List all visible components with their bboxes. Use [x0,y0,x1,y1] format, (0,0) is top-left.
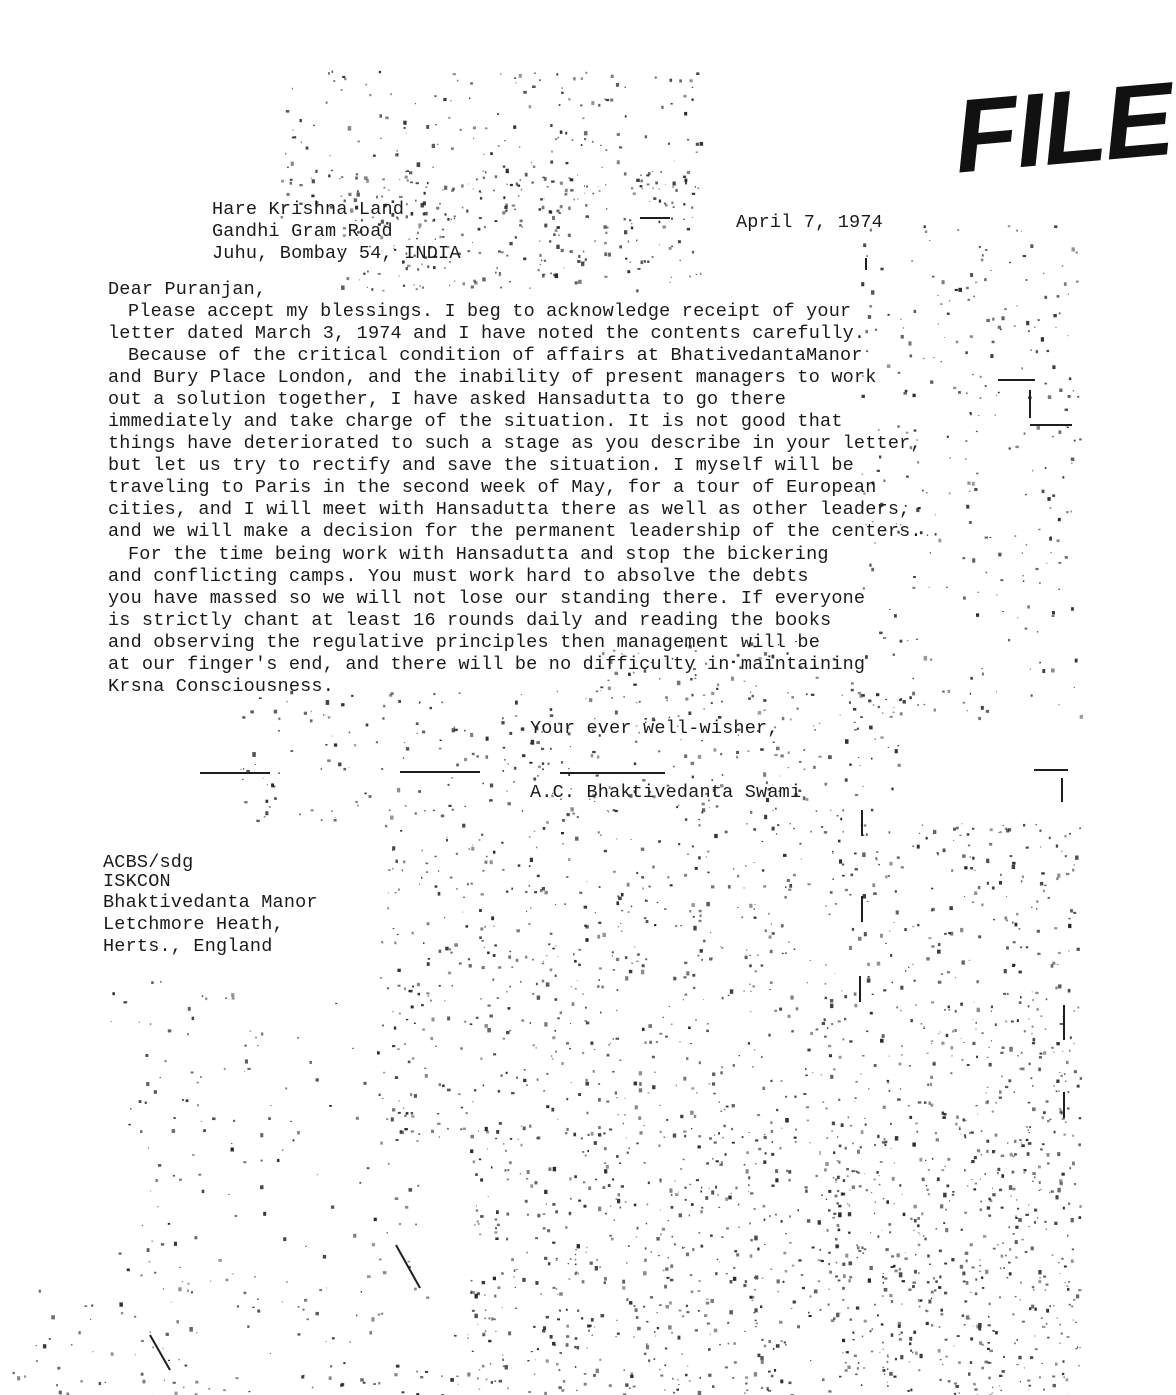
body-line: Please accept my blessings. I beg to acknowledge receipt of your [128,301,852,322]
sender-address-line: Hare Krishna Land [212,199,405,220]
body-line: out a solution together, I have asked Hansadutta to go there [108,389,787,410]
body-line: and we will make a decision for the permanent leadership of the centers. [108,521,922,542]
body-line: immediately and take charge of the situation. It is not good that [108,411,843,432]
body-line: things have deteriorated to such a stage as you describe in your letter, [108,433,922,454]
reference-initials: ACBS/sdg [103,852,194,873]
body-line: Krsna Consciousness. [108,676,335,697]
signature: A.C. Bhaktivedanta Swami [530,782,802,803]
body-line: is strictly chant at least 16 rounds daily and reading the books [108,610,832,631]
sender-address-line: Juhu, Bombay 54, INDIA [212,243,461,264]
body-line: at our finger's end, and there will be no difficulty in maintaining [108,654,866,675]
body-line: Because of the critical condition of affairs at BhativedantaManor [128,345,863,366]
body-line: and conflicting camps. You must work hard to absolve the debts [108,566,809,587]
body-line: and Bury Place London, and the inability of present managers to work [108,367,877,388]
body-line: For the time being work with Hansadutta and stop the bickering [128,544,829,565]
recipient-address-line: ISKCON [103,871,171,892]
body-line: but let us try to rectify and save the situation. I myself will be [108,455,854,476]
salutation: Dear Puranjan, [108,279,267,300]
letter-date: April 7, 1974 [736,212,883,233]
recipient-address-line: Bhaktivedanta Manor [103,892,318,913]
file-stamp-text: FILE [949,61,1176,196]
recipient-address-line: Letchmore Heath, [103,914,284,935]
body-line: letter dated March 3, 1974 and I have noted the contents carefully. [108,323,866,344]
body-line: you have massed so we will not lose our standing there. If everyone [108,588,866,609]
body-line: traveling to Paris in the second week of May, for a tour of European [108,477,877,498]
file-stamp [948,61,1176,198]
body-line: and observing the regulative principles then management will be [108,632,821,653]
closing: Your ever well-wisher, [530,718,779,739]
body-line: cities, and I will meet with Hansadutta there as well as other leaders, [108,499,911,520]
sender-address-line: Gandhi Gram Road [212,221,393,242]
recipient-address-line: Herts., England [103,936,273,957]
